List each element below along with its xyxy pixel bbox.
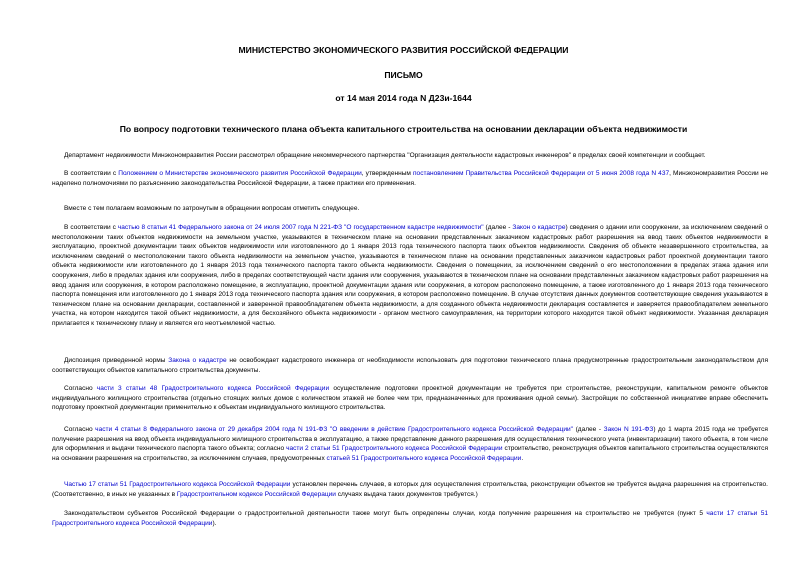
document-date-number: от 14 мая 2014 года N Д23и-1644 <box>335 93 472 103</box>
paragraph-text: ). <box>212 519 217 527</box>
paragraph-text: установлен перечень случаев, в которых для осуществления строительства, реконструкции объектов не требуется выдача разрешения на строительство. (Соответственно, в иных не указанных в <box>52 481 768 498</box>
link-law-221-fz-art-41[interactable]: частью 8 статьи 41 Федерального закона от 24 июля 2007 года N 221-ФЗ "О государственном кадастре недвижимости" <box>117 224 484 231</box>
link-law-191-fz-art-8[interactable]: части 4 статьи 8 Федерального закона от 29 декабря 2004 года N 191-ФЗ "О введении в действие Градостроительного кодекса Российской Федерации" <box>95 426 573 433</box>
link-ministry-regulation[interactable]: Положением о Министерстве экономического развития Российской Федерации <box>118 170 362 177</box>
link-urban-code-art-51-part-17[interactable]: Частью 17 статьи 51 Градостроительного кодекса Российской Федерации <box>64 481 291 488</box>
link-urban-code-art-51[interactable]: статьей 51 Градостроительного кодекса Российской Федерации <box>326 454 522 462</box>
paragraph-text: Согласно <box>64 385 97 392</box>
paragraph-text: Вместе с тем полагаем возможным по затронутым в обращении вопросам отметить следующее. <box>64 205 360 212</box>
link-government-decree-437[interactable]: постановлением Правительства Российской Федерации от 5 июня 2008 года N 437 <box>413 170 670 177</box>
paragraph-3 <box>52 204 768 214</box>
paragraph-text: Диспозиция приведенной нормы <box>64 357 169 364</box>
ministry-heading: МИНИСТЕРСТВО ЭКОНОМИЧЕСКОГО РАЗВИТИЯ РОССИЙСКОЙ ФЕДЕРАЦИИ <box>238 45 569 55</box>
paragraph-9 <box>52 509 768 528</box>
paragraph-text: В соответствии с <box>64 170 119 177</box>
paragraph-text: , утвержденным <box>361 170 414 177</box>
paragraph-text: строительство, реконструкция объектов капитального строительства осуществляются на основании разрешения на строительство, за исключением случаев, предусмотренных <box>52 445 768 462</box>
link-cadastre-law-2[interactable]: Закона о кадастре <box>168 357 227 364</box>
document-type-heading: ПИСЬМО <box>384 70 423 80</box>
paragraph-text: . <box>521 454 524 462</box>
paragraph-text: Департамент недвижимости Минэкономразвития России рассмотрел обращение некоммерческого партнерства "Организация деятельности кадастровых инженеров" в пределах своей компетенции и сообщает. <box>64 152 706 159</box>
paragraph-text: (далее - <box>573 426 604 433</box>
link-urban-code-art-51-part-2[interactable]: части 2 статьи 51 Градостроительного кодекса Российской Федерации <box>286 445 503 453</box>
paragraph-1 <box>52 151 768 161</box>
paragraph-text: , Минэкономразвития России не наделено полномочиями по разъяснению законодательства Российской Федерации, а также практики его применения. <box>52 170 768 187</box>
paragraph-text: Законодательством субъектов Российской Федерации о градостроительной деятельности также могут быть определены случаи, когда получение разрешения на строительство не требуется (пункт 5 <box>64 510 707 517</box>
paragraph-6 <box>52 384 768 413</box>
paragraph-text: (далее - <box>483 224 513 231</box>
link-urban-code-art-48[interactable]: части 3 статьи 48 Градостроительного кодекса Российской Федерации <box>96 385 330 392</box>
paragraph-text: Согласно <box>64 426 96 433</box>
paragraph-8 <box>52 480 768 499</box>
paragraph-4 <box>52 223 768 329</box>
paragraph-text: ) до 1 марта 2015 года не требуется получение разрешения на ввод объекта индивидуального жилищного строительства в эксплуатацию, а также представление данного разрешения для осуществления технического учета (инвентаризации) такого объекта, в том числе для оформления и выдачи технического паспорта такого объекта; согласно <box>52 426 768 453</box>
link-law-191-fz[interactable]: Закон N 191-ФЗ <box>603 426 654 433</box>
paragraph-text: В соответствии с <box>64 224 118 231</box>
paragraph-text: не освобождает кадастрового инженера от необходимости использовать для подготовки технического плана предусмотренные градостроительным законодательством для соответствующих объектов капитального строительства документы. <box>52 357 769 374</box>
paragraph-7 <box>52 425 768 463</box>
paragraph-text: ) сведения о здании или сооружении, за исключением сведений о местоположении таких объектов недвижимости на земельном участке, указываются в техническом плане на основании представленных заказчиком кадастровых работ разрешения на ввод таких объектов недвижимости в эксплуатацию, проектной документации таких объектов недвижимости или изготовленного до 1 января 2013 года технического паспорта таких объектов недвижимости. Сведения об объекте незавершенного строительства, за исключением сведений о местоположении такого объекта недвижимости на земельном участке, указываются в техническом плане на основании представленных заказчиком кадастровых работ проектной документации такого объекта недвижимости или изготовленного до 1 января 2013 года технического паспорта такого объекта недвижимости. Сведения о помещении, за исключением сведений о его местоположении в пределах этажа здания или сооружения, либо в пределах здания или сооружения, либо в пределах соответствующей части здания или сооружения, указываются в техническом плане на основании представленных заказчиком кадастровых работ разрешения на ввод здания или сооружения, в котором расположено помещение, в эксплуатацию, проектной документации здания или сооружения, в котором расположено помещение, а также изготовленного до 1 января 2013 года технического паспорта помещения или изготовленного до 1 января 2013 года технического паспорта здания или сооружения, в котором расположено помещение. В случае отсутствия данных документов соответствующие сведения указываются в техническом плане на основании декларации, составленной и заверенной правообладателем объекта недвижимости, а для созданного объекта недвижимости декларация составляется и заверяется правообладателем земельного участка, на котором находится такой объект недвижимости, а для бесхозяйного объекта недвижимости - органом местного самоуправления, на территории которого находится такой объект недвижимости. Указанная декларация прилагается к техническому плану и является его неотъемлемой частью. <box>52 224 768 327</box>
paragraph-text: случаях выдача таких документов требуется.) <box>335 490 478 498</box>
paragraph-2 <box>52 169 768 188</box>
link-urban-code-art-51-part-17-b[interactable]: части 17 статьи 51 Градостроительного кодекса Российской Федерации <box>52 510 768 527</box>
document-subject-heading: По вопросу подготовки технического плана объекта капитального строительства на основании декларации объекта недвижимости <box>119 124 688 134</box>
paragraph-5 <box>52 356 768 375</box>
link-urban-code[interactable]: Градостроительном кодексе Российской Федерации <box>176 490 336 498</box>
link-cadastre-law[interactable]: Закон о кадастре <box>512 224 566 231</box>
paragraph-text: осуществление подготовки проектной документации не требуется при строительстве, реконструкции, капитальном ремонте объектов индивидуального жилищного строительства (отдельно стоящих жилых домов с количеством этажей не более чем три, предназначенных для проживания одной семьи). Застройщик по собственной инициативе вправе обеспечить подготовку проектной документации применительно к объектам индивидуального жилищного строительства. <box>52 385 768 412</box>
